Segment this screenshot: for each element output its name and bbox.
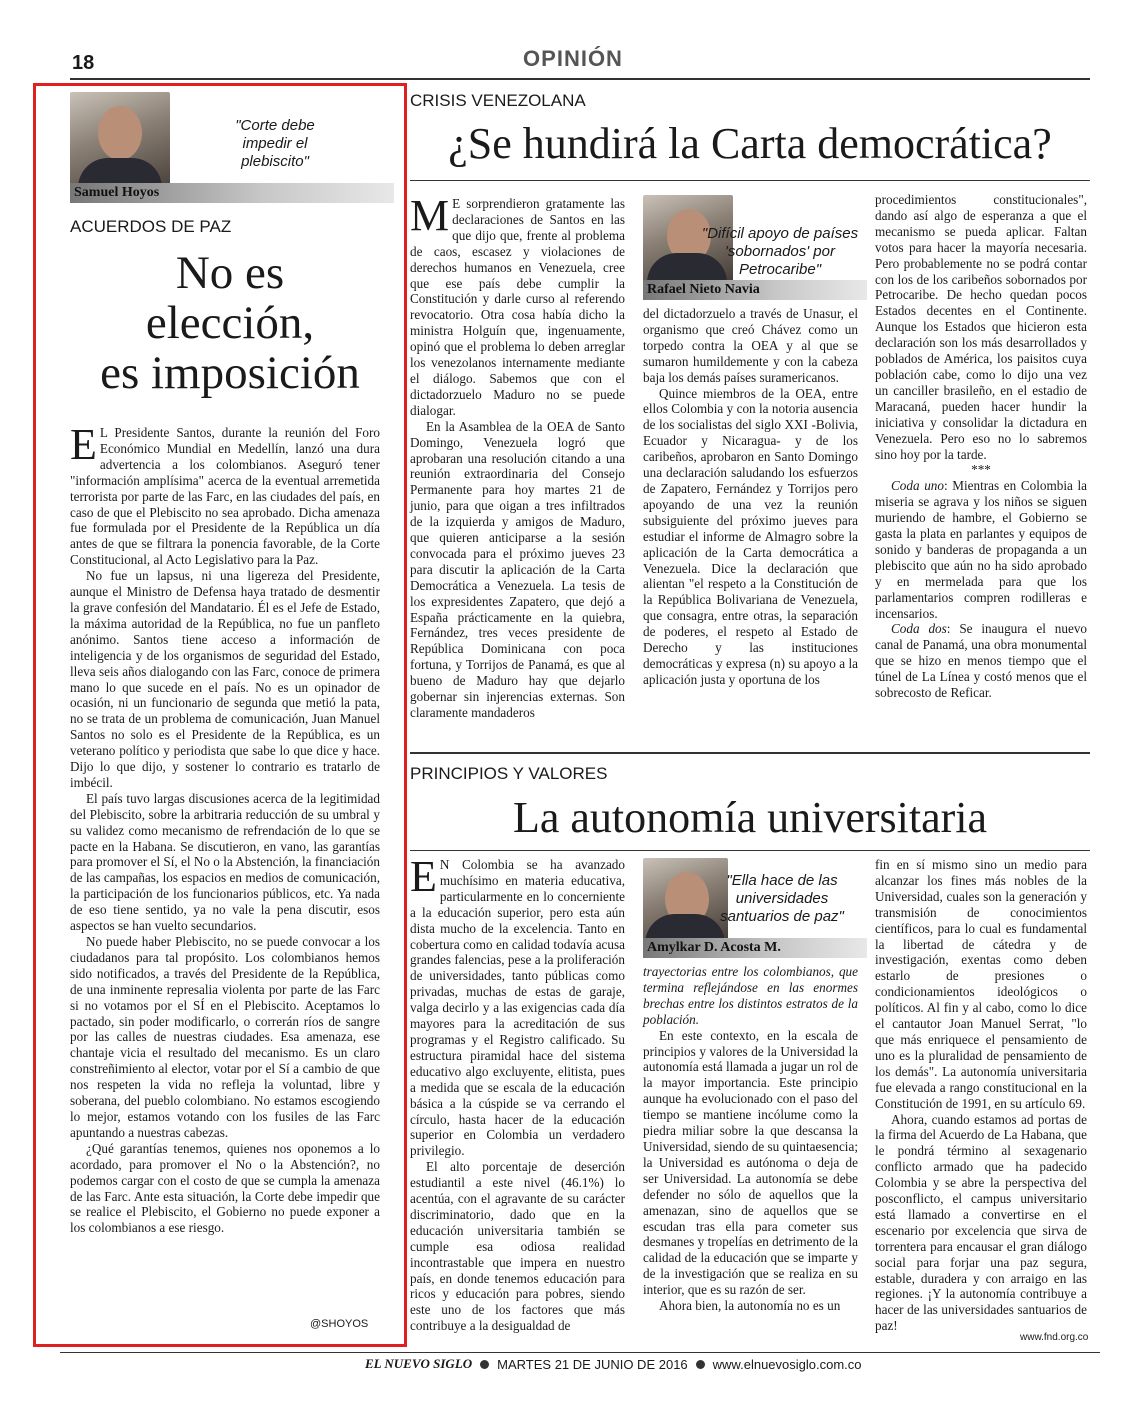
divider — [410, 850, 1090, 851]
separator-stars: *** — [971, 462, 991, 478]
author-name-acosta: Amylkar D. Acosta M. — [643, 938, 867, 958]
dropcap: E — [410, 852, 437, 901]
author-name-hoyos: Samuel Hoyos — [70, 183, 394, 203]
footer-rule — [60, 1352, 1100, 1353]
headline-autonomia: La autonomía universitaria — [512, 793, 988, 842]
article2-column-1 — [410, 852, 625, 1337]
footer-date: MARTES 21 DE JUNIO DE 2016 — [497, 1356, 688, 1372]
paragraph: fin en sí mismo sino un medio para alcanzar los fines más nobles de la Universidad, cuales son la generación y transmisión de conocimientos científicos, para lo cual es fundamental la libertad de cátedra y de investigación, exentas como deben estarlo de presiones o condicionamientos ideológicos o políticos. Al fin y al cabo, como lo dice el cantautor Joan Manuel Serrat, "lo que más enriquece el pensamiento de uno es la pluralidad de pensamiento de los demás". La autonomía universitaria fue elevada a rango constitucional en la Constitución de 1991, en su artículo 69. — [875, 857, 1087, 1111]
header-rule — [70, 78, 1090, 80]
author-name-nieto: Rafael Nieto Navia — [643, 280, 867, 300]
divider — [410, 180, 1090, 181]
kicker-principios: PRINCIPIOS Y VALORES — [410, 764, 608, 783]
paragraph: E sorprendieron gratamente las declaraciones de Santos en las que dijo que, frente al problema de caos, escasez y violaciones de derechos humanos en Venezuela, cree que ese país debe cumplir la Constitución y darle curso al referendo revocatorio. Otra cosa había dicho la ministra Holguín que, ingenuamente, opinó que el problema lo deben arreglar los venezolanos internamente mediante el diálogo. Sabemos que con el dictadorzuelo Maduro no se puede dialogar. — [410, 196, 625, 418]
paragraph: ¿Qué garantías tenemos, quienes nos oponemos a lo acordado, para promover el No o la Abstención?, no podemos cargar con el costo de que se cumpla la amenaza de las Farc. Ante esta situación, la Corte debe impedir que se realice el Plebiscito, el Gobierno no puede exponer a los colombianos a ese riesgo. — [70, 1140, 380, 1236]
headline-imposicion — [70, 248, 390, 398]
paragraph: El país tuvo largas discusiones acerca de la legitimidad del Plebiscito, sobre la arbitraria reducción de su umbral y su validez como mecanismo de refrendación de lo que se pacte en la Habana. Se discutieron, en vano, las garantías para promover el Sí, el No o la Abstención, la financiación de las campañas, los espacios en medios de comunicación, la participación de los funcionarios públicos, etc. Ya nada de eso tiene sentido, ya no vale la pena discutir, esos aspectos se han vuelto secundarios. — [70, 790, 380, 934]
bullet-icon — [480, 1360, 489, 1369]
pull-quote-acosta: "Ella hace de las universidades santuarios de paz" — [720, 872, 844, 925]
article2-column-2 — [643, 964, 858, 1336]
footer-bar — [365, 1354, 862, 1374]
kicker-acuerdos: ACUERDOS DE PAZ — [70, 217, 232, 236]
paragraph: procedimientos constitucionales", dando así algo de esperanza a que el mecanismo se pueda aplicar. Faltan votos para hacer la mayoría necesaria. Pero probablemente no se podrá contar con los de los caribeños sobornados por Petrocaribe. De hecho quedan pocos Estados decentes en el Continente. Aunque los Estados que hicieron esta declaración son los más desarrollados y poblados de América, los paisitos cuya población cabe, como lo dijo una vez un canciller brasileño, en el estadio de Maracaná, pueden hacer hundir la iniciativa y consolidar la dictadura en Venezuela. Pero eso no lo sabremos sino hoy por la tarde. — [875, 192, 1087, 462]
pull-quote-hoyos: "Corte debe impedir el plebiscito" — [235, 117, 315, 170]
paragraph: No puede haber Plebiscito, no se puede convocar a los ciudadanos para tal propósito. Los colombianos hemos sido notificados, a través del Presidente de la República, de una inminente represalia violenta por parte de las Farc si no votamos por el SÍ en el Plebiscito. Aceptamos lo pactado, sin poder modificarlo, o correrán ríos de sangre por las calles de nuestras ciudades. Esa amenaza, ese chantaje vicia el resultado del mecanismo. Es un claro constreñimiento al elector, votar por el Sí a cambio de que nos respeten la vida no refleja la voluntad, libre y soberana, del pueblo colombiano. No estamos escogiendo lo mejor, estamos votando con los fusiles de las Farc apuntando a nuestras cabezas. — [70, 934, 380, 1140]
headline-line-3: es imposición — [100, 347, 360, 399]
bullet-icon — [696, 1360, 705, 1369]
footer-url: www.elnuevosiglo.com.co — [712, 1356, 862, 1372]
dropcap: E — [70, 420, 97, 469]
paragraph: En este contexto, en la escala de principios y valores de la Universidad la autonomía está llamada a jugar un rol de la mayor importancia. Este principio aunque ha evolucionado con el paso del tiempo se mantiene incólume como la piedra miliar sobre la que descansa la Universidad, siendo de su quintaesencia; la Universidad es autónoma o deja de ser Universidad. La autonomía se debe defender no sólo de aquellos que la amenazan, sino de aquellos que se escudan tras ella para cometer sus desmanes y tropelías en detrimento de la calidad de la educación que se imparte y de la investigación que se realiza en su interior, que es su razón de ser. — [643, 1027, 858, 1298]
paragraph: Quince miembros de la OEA, entre ellos Colombia y con la notoria ausencia de los socialistas del siglo XXI -Bolivia, Ecuador y Nicaragua- y de los caribeños, aprobaron en Santo Domingo una declaración saludando los esfuerzos de Zapatero, Fernández y Torrijos pero apoyando de una vez la reunión subsiguiente del próximo jueves para estudiar el informe de Almagro sobre la aplicación de la Carta democrática a Venezuela. Dice la declaración que alientan "el respeto a la Constitución de la República Bolivariana de Venezuela, que consagra, entre otras, la separación de poderes, el respeto al Estado de Derecho y las instituciones democráticas y expresa (n) su apoyo a la aplicación justa y oportuna de los — [643, 385, 858, 687]
kicker-crisis: CRISIS VENEZOLANA — [410, 91, 586, 110]
masthead-logo: EL NUEVO SIGLO — [365, 1356, 473, 1371]
headline-line-1: No es — [175, 247, 285, 299]
paragraph: N Colombia se ha avanzado muchísimo en materia educativa, particularmente en lo concerniente a la educación superior, pero esta aún dista mucho de la excelencia. Tanto en cobertura como en calidad todavía acusa grandes falencias, pese a la proliferación de universidades, tanto públicas como privadas, muchas de estas de garaje, valga decirlo y a las exigencias cada día mayores para la acreditación de sus programas y el Registro calificado. Su estructura piramidal hace del sistema educativo algo excluyente, elitista, pues a medida que se escala de la educación básica a la cúspide se va cerrando el círculo, hasta hacer de la educación superior en Colombia un verdadero privilegio. — [410, 857, 625, 1159]
source-link: www.fnd.org.co — [1020, 1332, 1089, 1343]
article1-column-2 — [643, 306, 858, 741]
paragraph: El alto porcentaje de deserción estudiantil a este nivel (46.1%) lo acentúa, con el agravante de su carácter discriminatorio, dado que en la educación universitaria también se cumple esa odiosa realidad incontrastable que impera en nuestro país, en donde tenemos educación para ricos y educación para pobres, siendo este uno de los factores que más contribuye a la desigualdad de — [410, 1159, 625, 1334]
article2-column-3 — [875, 857, 1087, 1334]
page-number: 18 — [72, 52, 95, 74]
pull-quote-nieto: "Difícil apoyo de países 'sobornados' por Petrocaribe" — [701, 225, 859, 278]
paragraph: : Se inaugura el nuevo canal de Panamá, una obra monumental que se hizo en menos tiempo que el túnel de La Línea y costó menos que el sobrecosto de Reficar. — [875, 621, 1088, 701]
headline-carta: ¿Se hundirá la Carta democrática? — [448, 119, 1052, 168]
paragraph: trayectorias entre los colombianos, que termina reflejándose en las enormes brechas entre los distintos estratos de la población. — [643, 964, 858, 1027]
paragraph: Ahora bien, la autonomía no es un — [659, 1298, 841, 1314]
author-handle: @SHOYOS — [310, 1318, 369, 1330]
section-divider — [410, 752, 1090, 754]
paragraph: Ahora, cuando estamos ad portas de la firma del Acuerdo de La Habana, que le pondrá término al sexagenario conflicto armado que ha padecido Colombia y se abre la perspectiva del posconflicto, el campus universitario está llamado a convertirse en el escenario por excelencia que sirva de torrentera para encausar el gran diálogo social para forjar una paz segura, estable, duradera y con arraigo en las regiones. ¡Y la autonomía contribuye a hacer de las universidades santuarios de paz! — [875, 1111, 1087, 1334]
coda-label: Coda uno — [891, 478, 944, 494]
article1-column-1 — [410, 191, 625, 741]
dropcap: M — [410, 191, 450, 240]
coda-label: Coda dos — [891, 621, 947, 637]
paragraph: : Mientras en Colombia la miseria se agrava y los niños se siguen muriendo de hambre, el Gobierno se gasta la plata en parlantes y equipos de sonido y banderas de propaganda a un plebiscito que aún no ha sido aprobado y en mermelada para que los parlamentarios compren rodilleras e incensarios. — [875, 478, 1087, 621]
paragraph: L Presidente Santos, durante la reunión del Foro Económico Mundial en Medellín, lanzó una dura advertencia a los colombianos. Aseguró tener "información amplísima" acerca de la eventual arremetida terrorista por parte de las Farc, en las ciudades del país, en caso de que el Plebiscito no sea aprobado. Dicha amenaza fue formulada por el Presidente de la República un día antes de que se filtrara la ponencia favorable, de la Corte Constitucional, al Acto Legislativo para la Paz. — [70, 425, 380, 568]
article1-column-3 — [875, 192, 1087, 742]
section-title: OPINIÓN — [523, 46, 623, 71]
paragraph: No fue un lapsus, ni una ligereza del Presidente, aunque el Ministro de Defensa haya tratado de desmentir la grave confesión del Mandatario. Él es el Jefe de Estado, la máxima autoridad de la República, no fue un panfleto anónimo. Santos tiene acceso a información de inteligencia y de los organismos de seguridad del Estado, lleva seis años dialogando con las Farc, conoce de primera mano lo que sucede en el país. No es un opinador de ocasión, ni un funcionario de segunda que metió la pata, no se trata de un problema de comunicación, Juan Manuel Santos no solo es el Presidente de la República, es un veterano político y periodista que sabe lo que dice y hace. Dijo lo que dijo, y sostener lo contrario es tratarlo de imbécil. — [70, 568, 380, 790]
headline-line-2: elección, — [145, 297, 315, 349]
paragraph: En la Asamblea de la OEA de Santo Domingo, Venezuela logró que aprobaran una resolución citando a una reunión extraordinaria del Consejo Permanente para hoy martes 21 de junio, para que oigan a tres infiltrados de la izquierda y amigos de Maduro, que quieren anticiparse a la sesión convocada para el próximo jueves 23 para discutir la aplicación de la Carta Democrática a Venezuela. La tesis de los expresidentes Zapatero, que dejó a España prácticamente en la quiebra, Fernández, tres veces presidente de República Dominicana con poca fortuna, y Torrijos de Panamá, es que al bueno de Maduro hay que dejarlo gobernar sin injerencias externas. Son claramente mandaderos — [410, 418, 625, 720]
paragraph: del dictadorzuelo a través de Unasur, el organismo que creó Chávez como un torpedo contra la OEA y al que se sumaron humildemente y con la cabeza baja los demás países suramericanos. — [643, 306, 858, 385]
article-body-imposicion — [70, 420, 380, 1315]
